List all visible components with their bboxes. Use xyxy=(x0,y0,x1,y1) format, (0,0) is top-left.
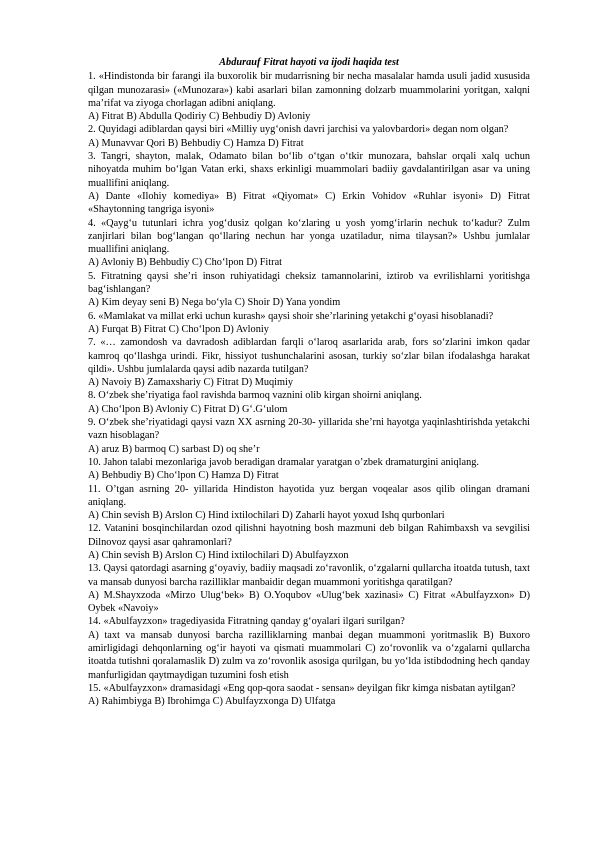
answers-3: A) Dante «Ilohiy komediya» B) Fitrat «Qiyomat» C) Erkin Vohidov «Ruhlar isyoni» D) Fitrat «Shaytonning tangriga isyoni» xyxy=(88,190,530,216)
question-15: 15. «Abulfayzxon» dramasidagi «Eng qop-qora saodat - sensan» deyilgan fikr kimga nisbatan aytilgan? xyxy=(88,682,516,694)
question-8: 8. O‘zbek she’riyatiga faol ravishda barmoq vaznini olib kirgan shoirni aniqlang. xyxy=(88,390,422,402)
answers-4: A) Avloniy B) Behbudiy C) Cho‘lpon D) Fitrat xyxy=(88,257,283,269)
answers-15: A) Rahimbiyga B) Ibrohimga C) Abulfayzxonga D) Ulfatga xyxy=(88,696,336,708)
answers-11: A) Chin sevish B) Arslon C) Hind ixtilochilari D) Zaharli hayot yoxud Ishq qurbonlari xyxy=(88,510,445,522)
answers-1: A) Fitrat B) Abdulla Qodiriy C) Behbudiy D) Avloniy xyxy=(88,111,311,123)
answers-2: A) Munavvar Qori B) Behbudiy C) Hamza D) Fitrat xyxy=(88,137,304,149)
question-9: 9. O‘zbek she’riyatidagi qaysi vazn XX asrning 20-30- yillarida she’rni hayotga yaqinlashtirishda yetakchi vazn hisoblagan? xyxy=(88,417,530,442)
question-5: 5. Fitratning qaysi she’ri inson ruhiyatidagi cheksiz tamannolarini, iztirob va evrilishlarni yoritishga bag‘ishlangan? xyxy=(88,270,530,296)
answers-13: A) M.Shayxzoda «Mirzo Ulug‘bek» B) O.Yoqubov «Ulug‘bek xazinasi» C) Fitrat «Abulfayzxon» D) Oybek «Navoiy» xyxy=(88,589,530,615)
question-6: 6. «Mamlakat va millat erki uchun kurash» qaysi shoir she’rlarining yetakchi g‘oyasi hisoblanadi? xyxy=(88,310,494,322)
document-page xyxy=(88,56,530,709)
question-2: 2. Quyidagi adiblardan qaysi biri «Milliy uyg‘onish davri jarchisi va yalovbardori» degan nom olgan? xyxy=(88,124,509,136)
answers-5: A) Kim deyay seni B) Nega bo‘yla C) Shoir D) Yana yondim xyxy=(88,297,341,309)
document-title: Abdurauf Fitrat hayoti va ijodi haqida test xyxy=(219,57,399,68)
answers-8: A) Cho‘lpon B) Avloniy C) Fitrat D) G‘.G‘ulom xyxy=(88,403,288,415)
answers-10: A) Behbudiy B) Cho‘lpon C) Hamza D) Fitrat xyxy=(88,470,279,482)
question-7: 7. «… zamondosh va davradosh adiblardan farqli o‘laroq asarlarida arab, fors so‘zlarini imkon qadar kamroq qo‘llashga urindi. Fikr, hissiyot tushunchalarini asosan, turkiy so‘zlar bilan ifodalashga harakat qildi». Ushbu jumlalarda qaysi adib nazarda tutilgan? xyxy=(88,337,530,375)
answers-9: A) aruz B) barmoq C) sarbast D) oq she’r xyxy=(88,443,260,455)
answers-6: A) Furqat B) Fitrat C) Cho‘lpon D) Avloniy xyxy=(88,323,269,335)
question-14: 14. «Abulfayzxon» tragediyasida Fitratning qanday g‘oyalari ilgari surilgan? xyxy=(88,616,405,628)
answers-7: A) Navoiy B) Zamaxshariy C) Fitrat D) Muqimiy xyxy=(88,377,294,389)
answers-12: A) Chin sevish B) Arslon C) Hind ixtilochilari D) Abulfayzxon xyxy=(88,549,349,561)
question-3: 3. Tangri, shayton, malak, Odamato bilan bo‘lib o‘tgan o‘tkir munozara, bahslar orqali xalq uchun nihoyatda muhim bo‘lgan Vatan erki, shaxs erkinligi muammolari badiiy gavdalantirilgan asar va uning muallifini aniqlang. xyxy=(88,151,530,189)
question-4: 4. «Qayg‘u tutunlari ichra yog‘dusiz qolgan ko‘zlaring u yosh yomg‘irlarin nechuk to‘kadur? Zulm zanjirlari bilan bog‘langan qo‘llaring nechun har yonga uzatiladur, nima tilaysan?» Ushbu jumlalar muallifini aniqlang. xyxy=(88,217,530,256)
question-12: 12. Vatanini bosqinchilardan ozod qilishni hayotning bosh mazmuni deb bilgan Rahimbaxsh va sevgilisi Dilnovoz qaysi asar qahramonlari? xyxy=(88,523,530,548)
question-10: 10. Jahon talabi mezonlariga javob beradigan dramalar yaratgan o’zbek dramaturgini aniqlang. xyxy=(88,456,479,468)
question-11: 11. O’tgan asrning 20- yillarida Hindiston hayotida yuz bergan voqealar asos qilib olingan dramani aniqlang. xyxy=(88,483,530,508)
answers-14: A) taxt va mansab dunyosi barcha razilliklarning manbai degan muammoni yoritmaslik B) Buxoro amirligidagi dehqonlarning og‘ir hayoti va qismati muammolari C) zo‘rovonlik va o‘zgalarni qullarcha itoatda tutishni qoralamaslik D) zulm va zo‘rovonlik asosiga qurilgan, bu yo‘lda istibdodning hech qanday manfurligidan qaytmaydigan tuzumini fosh etish xyxy=(88,629,530,681)
question-13: 13. Qaysi qatordagi asarning g‘oyaviy, badiiy maqsadi zo‘ravonlik, o‘zgalarni qullarcha itoatda tutush, taxt va mansab dunyosi barcha razilliklar manbaidir degan muammoni yoritishga qaratilgan? xyxy=(88,563,530,588)
question-1: 1. «Hindistonda bir farangi ila buxorolik bir mudarrisning bir necha masalalar hamda usuli jadid xususida qilgan munozarasi» («Munozara») kabi asarlari bilan zamonning dolzarb muammolarini yoritgan, xalqni maʼrifat va ziyoga chorlagan adibni aniqlang. xyxy=(88,71,530,109)
